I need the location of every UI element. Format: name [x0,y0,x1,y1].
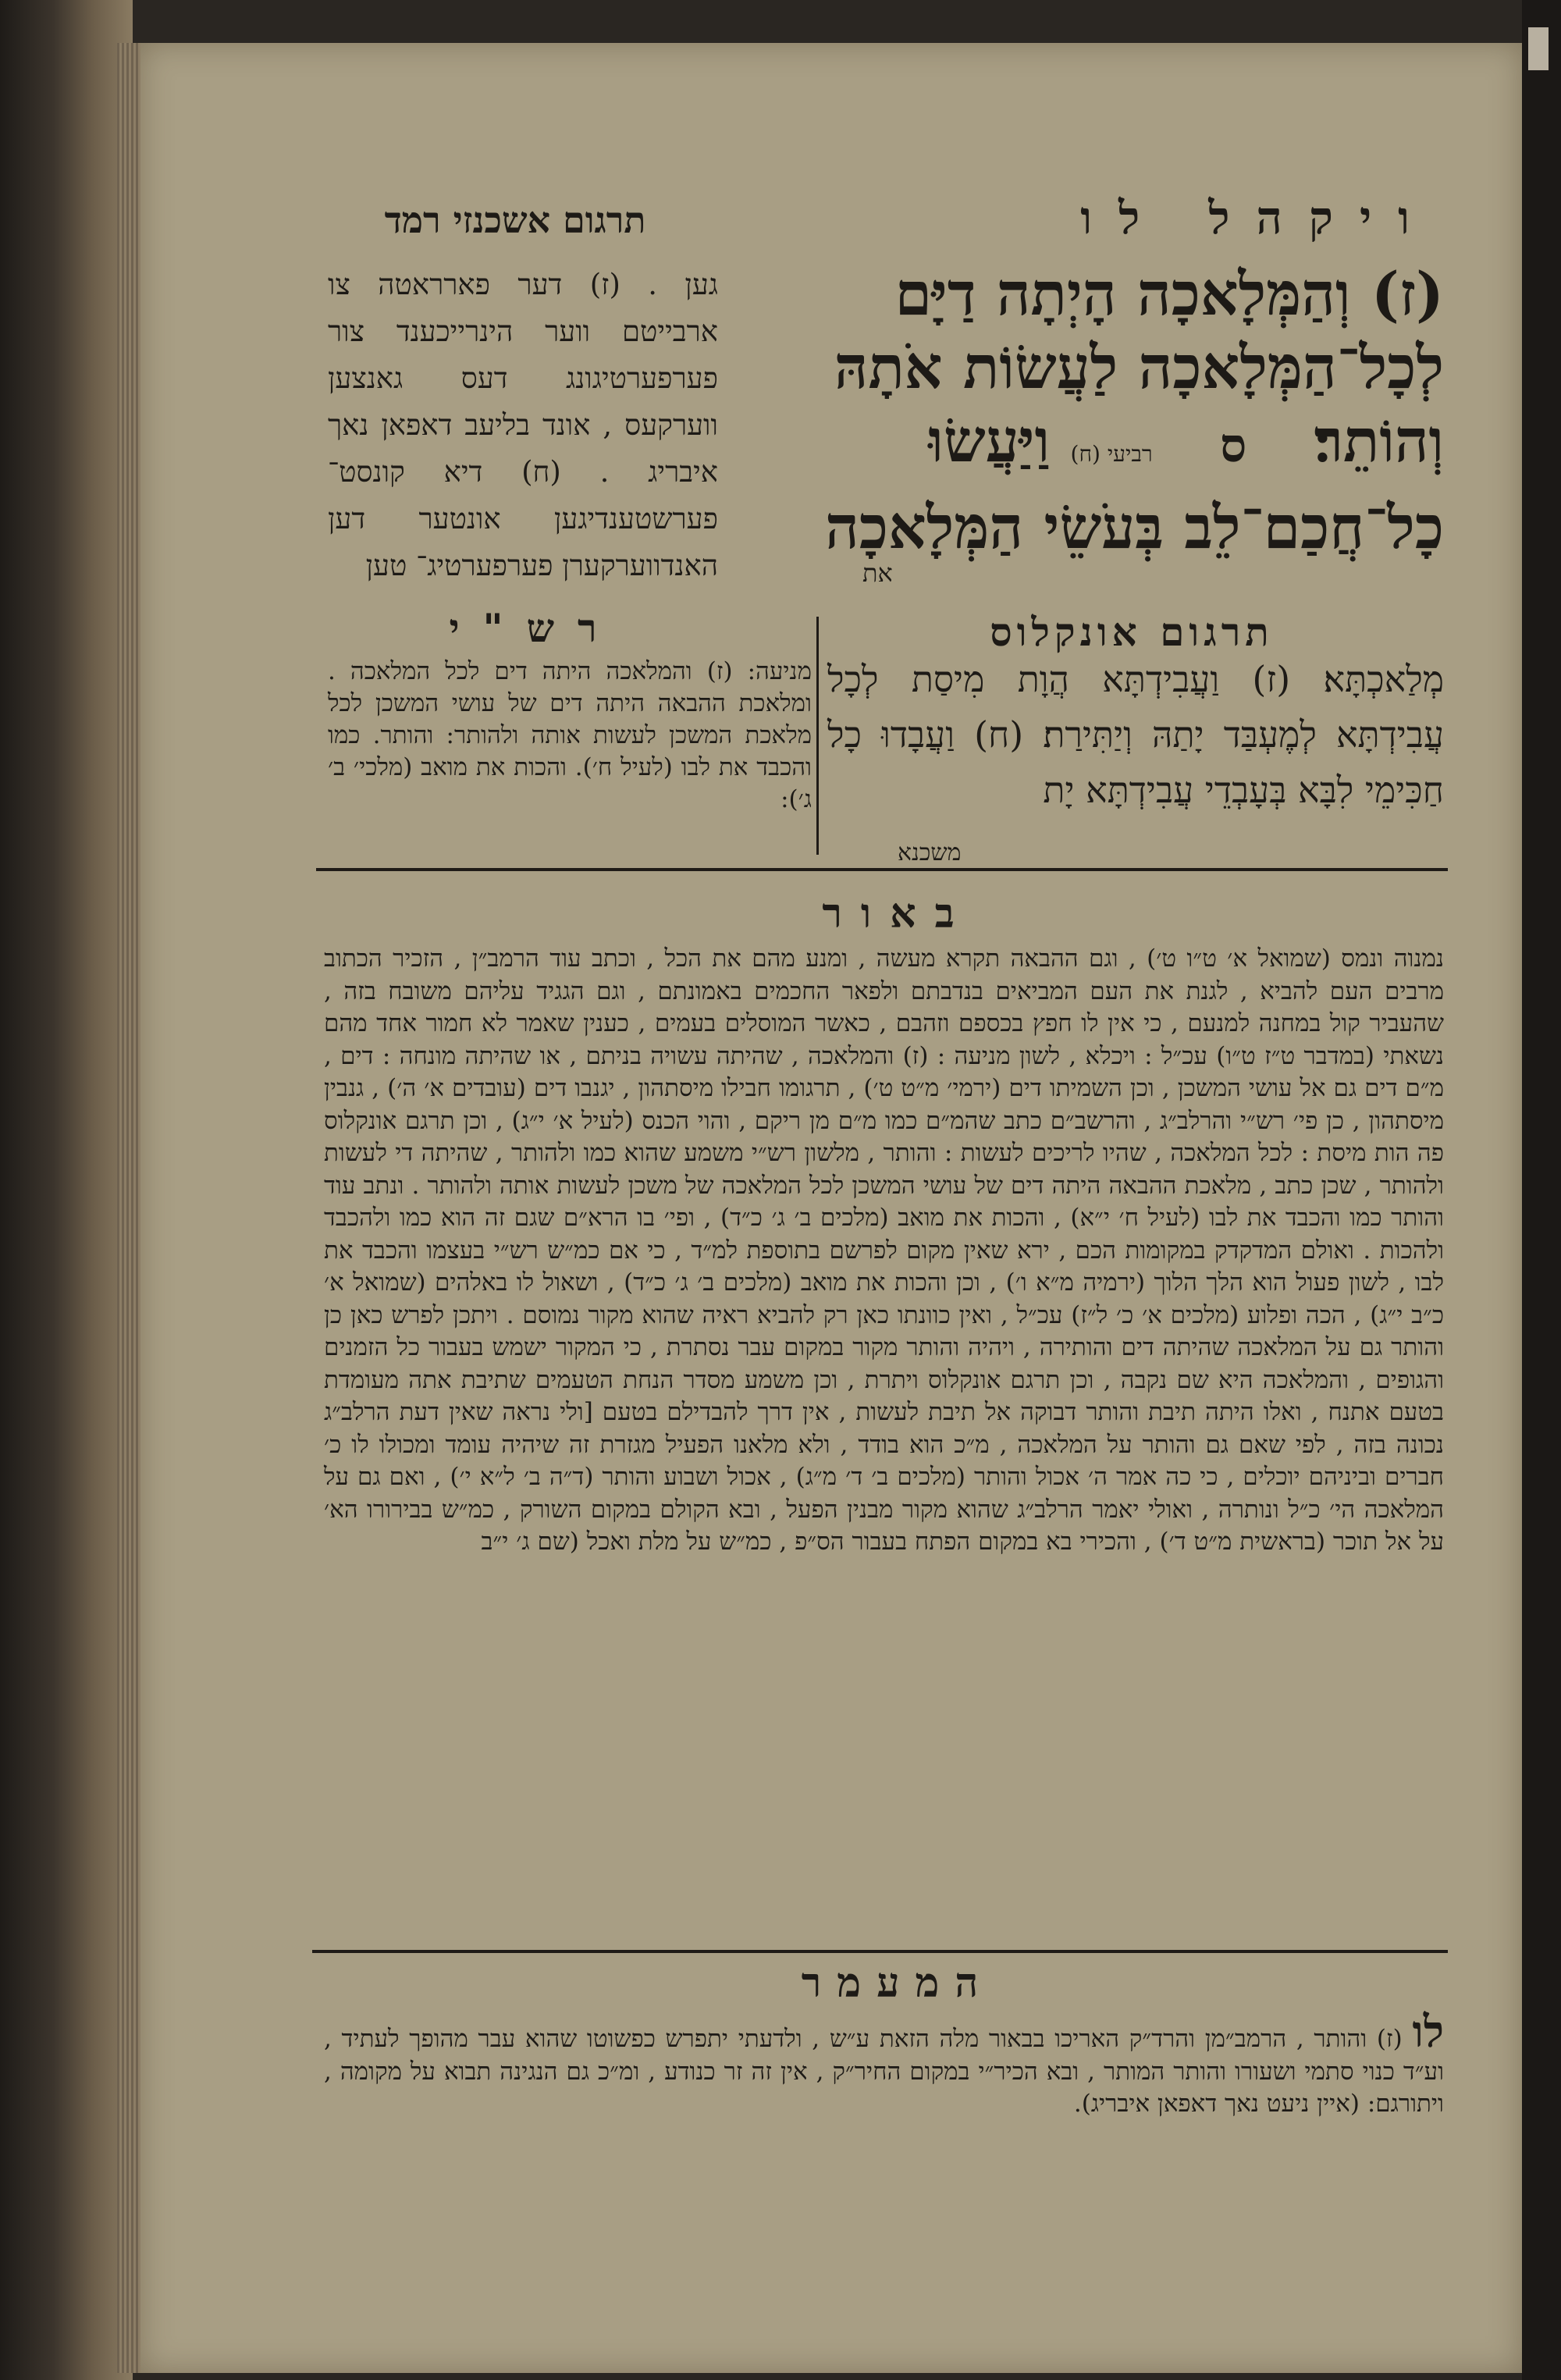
biur-text: נמנוה ונמס (שמואל א׳ ט״ו ט׳) , וגם ההבאה תקרא מעשה , ומנע מהם את הכל , וכתב עוד הרמב״ן , הזכיר הכתוב מרבים העם להביא , לגנת את העם המביאים בנדבתם ולפאר החכמים באמונתם , וגם הגגיד עליהם משובח בזה , שהעביר קול במחנה למנעם , כי אין לו חפץ בכספם וזהבם , כאשר המוסלים בעמים , כענין שאמר לא חמור אחד מהם נשאתי (במדבר ט״ז ט״ו) עכ״ל : ויכלא , לשון מניעה : (ז) והמלאכה , שהיתה עשויה בניתם , או שהיתה מונחה : דים , מ״ם דים גם אל עושי המשכן , וכן השמיתו דים (ירמי׳ מ״ט ט׳) , תרגומו חבילו מיסתהון , יגנבו דים (עובדים א׳ ה׳) , גנבין מיסתהון , כן פי׳ רש״י והרלב״ג , והרשב״ם כתב שהמ״ם כמו מ״ם מן ריקם , והוי הכנס (לעיל א׳ י״ג) , וכן תרגם אונקלוס פה הות מיסת : לכל המלאכה , שהיו לריכים לעשות : והותר , מלשון רש״י משמע שהוא כמו ולהותר , שהיתה די לעשות ולהותר , שכן כתב , מלאכת ההבאה היתה דים של עושי המשכן לכל המלאכה של משכן לעשות אותה ולהותר . ונתב עוד והותר כמו והכבד את לבו (לעיל ח׳ י״א) , והכות את מואב (מלכים ב׳ ג׳ כ״ד) , ופי׳ בו הרא״ם שגם זה הוא כמו ולהכבד ולהכות . ואולם המדקדק במקומות הכם , ירא שאין מקום לפרשם בתוספת למ״ד , כי אם כמ״ש רש״י בעצמו והכבד את לבו , לשון פעול הוא הלך הלוך (ירמיה מ״א ו׳) , וכן והכות את מואב (מלכים ב׳ ג׳ כ״ד) , ושאול לו באלהים (שמואל א׳ כ״ב י״ג) , הכה ופלוע (מלכים א׳ כ׳ ל״ז) עכ״ל , ואין כוונתו כאן רק להביא ראיה שהוא מקור נמוסם . ויתכן לפרש כאן כן והותר גם על המלאכה שהיתה דים והותירה , ויהיה והותר מקור במקום עבר נסתרת , כי המקור ישמש בעבור כל הזמנים והגופים , והמלאכה היא שם נקבה , וכן תרגם אונקלוס ויתרת , וכן משמע מסדר הנחת הטעמים שתיבת אתה מעומדת בטעם אתנח , ואלו היתה תיבת והותר דבוקה אל תיבת לעשות , אין דרך להבדילם בטעם [ולי נראה שאין דעת הרלב״ג נכונה בזה , לפי שאם גם והותר על המלאכה , מ״כ הוא בודד , ולא מלאנו הפעיל מגזרת זה שיהיה עומד ומכולו לו כ׳ חברים וביניהם יוכלים , כי כה אמר ה׳ אכול והותר (מלכים ב׳ ד׳ מ״ג) , אכול ושבוע והותר (ד״ה ב׳ ל״א י׳) , ואם גם על המלאכה הי׳ כ״ל ונותרה , ואולי יאמר הרלב״ג שהוא מקור מבנין הפעל , ובא הקולם במקום השורק , כמ״ש בבירורו הא׳ על אל תוכר (בראשית מ״ט ד׳) , והכירי בא במקום הפתח בעבור הס״פ , כמ״ש על מלת ואכל (שם ג׳ י״ב [324,945,1444,1556]
biur-heading: באור [822,890,973,937]
reviei-label: רביעי (ח) [1070,441,1153,467]
verse-line-3b: וַיַּעֲשׂוּ [928,406,1051,475]
rashi-heading: רש"י [449,605,620,651]
meamer-text: (ז) והותר , הרמב״מן והרד״ק האריכו בבאור מלה הזאת ע״ש , ולדעתי יתפרש כפשוטו שהוא עבר מהופך לעתיד , וע״ד כנוי סתמי ושעורו והותר המותר , ובא הכיר״י במקום החיר״ק , אין זה זר כנודע , ומ״כ גם הנגינה תבוא על מקומה , ויתורגם: (איין ניעט נאך דאפאן איבריג). [324,2025,1444,2118]
rashi-text: מניעה: (ז) והמלאכה היתה דים לכל המלאכה . ומלאכת ההבאה היתה דים של עושי המשכן לכל מלאכת המשכן לעשות אותה ולהותר: והותר. כמו והכבד את לבו (לעיל ח׳). והכות את מואב (מלכי׳ ב׳ ג׳): [328,657,812,813]
verse-line-3 [734,404,1444,491]
verse-line-4: כָל־חֲכַם־לֵב בְּעֹשֵׂי הַמְּלָאכָה [825,493,1444,562]
header-left-title: תרגום אשכנזי רמד [384,199,646,241]
verse-block [734,258,1444,564]
verse-line-2: לְכָל־הַמְּלָאכָה לַעֲשׂוֹת אֹתָהּ [834,333,1444,402]
yiddish-translation: גען . (ז) דער פארראטה צו ארבייטם ווער הינרייכענד צור פערפערטיגונג דעס גאנצען ווערקעס , אונד בליעב דאפאן נאך איבריג . (ח) דיא קונסט־ פערשטענדיגען אונטער דען האנדווערקערן פערפערטיג־ טען [328,268,718,582]
setuma-mark: ס [1220,418,1247,473]
book-spine [0,0,133,2380]
scan-border [1522,0,1561,2380]
onkelos-heading: תרגום אונקלוס [990,609,1274,655]
section-rule-top [316,868,1448,871]
section-rule-bottom [312,1950,1448,1953]
header-right-title: ויקהל לו [1080,191,1436,244]
onkelos-text: מְלַאכְתָּא׃ (ז) וַעֲבִידְתָּא הֲוָת מִיסַת לְכָל עֲבִידְתָּא לְמֶעְבַּד יָתַהּ וְיַתִּירַת׃ (ח) וַעֲבָדוּ כָל חַכִּימֵי לִבָּא בְּעָבְדֵי עֲבִידְתָּא יָת [827,658,1444,811]
color-tab [1528,27,1549,70]
column-divider [816,617,819,855]
onkelos-catchword: משכנא [898,839,962,866]
verse-line-3a: וְהוֹתֵר׃ [1314,406,1444,475]
meamer-initial: לו [1412,2006,1445,2058]
meamer-block [324,2006,1445,2121]
verse-catchword: את [862,558,893,588]
verse-line-1: (ז) וְהַמְּלָאכָה הָיְתָה דַיָּם [894,259,1444,329]
meamer-heading: המעמר [801,1959,994,2007]
